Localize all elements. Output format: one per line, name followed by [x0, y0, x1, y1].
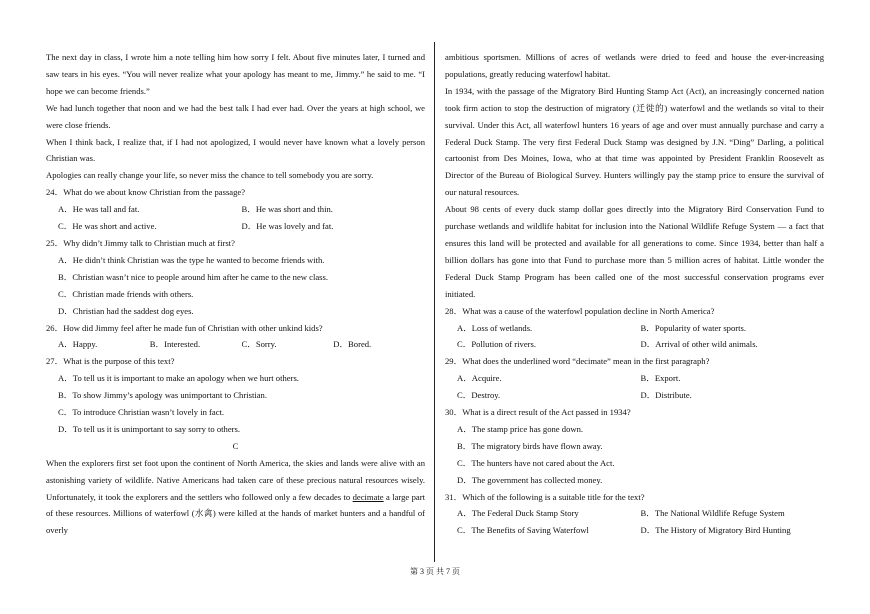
paragraph: The next day in class, I wrote him a note telling him how sorry I felt. About five minutes later, I turned and saw tears in his eyes. “You will never realize what your apology has meant to me, Jimmy.” he said to me. “I hope we can become friends.” [46, 52, 425, 96]
option: C．To introduce Christian wasn’t lovely in fact. [58, 407, 225, 418]
option: D．Bored. [333, 339, 372, 350]
option: A．The Federal Duck Stamp Story [457, 508, 579, 519]
option: B．Christian wasn’t nice to people around him after he came to the new class. [58, 271, 328, 282]
option: B．Popularity of water sports. [640, 322, 747, 333]
question-29-options [445, 370, 824, 404]
paragraph: Apologies can really change your life, so never miss the chance to tell somebody you are sorry. [46, 170, 374, 181]
right-column [445, 49, 824, 539]
option: A．Loss of wetlands. [457, 322, 533, 333]
question-26-stem: 26．How did Jimmy feel after he made fun of Christian with other unkind kids? [46, 322, 323, 333]
option: A．He was tall and fat. [58, 204, 140, 215]
option: A．He didn’t think Christian was the type he wanted to become friends with. [58, 254, 325, 265]
option: C．Destroy. [457, 390, 501, 401]
option: D．Arrival of other wild animals. [640, 339, 758, 350]
option: D．To tell us it is unimportant to say sorry to others. [58, 423, 240, 434]
question-31-stem: 31．Which of the following is a suitable title for the text? [445, 491, 645, 502]
question-24-stem: 24．What do we about know Christian from the passage? [46, 187, 246, 198]
paragraph: ambitious sportsmen. Millions of acres of wetlands were dried to feed and house the ever-increasing populations, greatly reducing waterfowl habitat. [445, 52, 824, 79]
option: C．Christian made friends with others. [58, 288, 194, 299]
text-run: When the explorers first set foot upon the continent of North America, the skies and lands were alive with an astonishing variety of wildlife. Native Americans had taken care of these precious natural resources wisely. Unfortunately, it took the explorers and the settlers who followed only a few decades to [46, 457, 425, 502]
option: B．He was short and thin. [241, 204, 333, 215]
option: C．The Benefits of Saving Waterfowl [457, 525, 589, 536]
option: D．The History of Migratory Bird Hunting [640, 525, 791, 536]
option: A．To tell us it is important to make an apology when we hurt others. [58, 373, 299, 384]
question-31-options [445, 505, 824, 539]
question-30-stem: 30．What is a direct result of the Act passed in 1934? [445, 407, 631, 418]
question-28-stem: 28．What was a cause of the waterfowl population decline in North America? [445, 305, 715, 316]
option: D．Distribute. [640, 390, 692, 401]
option: C．Pollution of rivers. [457, 339, 537, 350]
option: D．Christian had the saddest dog eyes. [58, 305, 194, 316]
option: D．The government has collected money. [457, 474, 603, 485]
option: C．He was short and active. [58, 221, 157, 232]
option: D．He was lovely and fat. [241, 221, 334, 232]
option: B．Interested. [149, 339, 201, 350]
question-28-options [445, 320, 824, 354]
paragraph: About 98 cents of every duck stamp dollar goes directly into the Migratory Bird Conservation Fund to purchase wetlands and wildlife habitat for inclusion into the National Wildlife Refuge System — a fact that ensures this land will be protected and available for all generations to come. Since 1934, better than half a billion dollars has gone into that Fund to purchase more than 5 million acres of habitat. Little wonder the Federal Duck Stamp Program has been called one of the most successful conservation programs ever initiated. [445, 204, 824, 299]
question-30-options [445, 421, 824, 489]
column-divider [434, 42, 435, 562]
left-column [46, 49, 425, 539]
paragraph: We had lunch together that noon and we had the best talk I had ever had. Over the years at high school, we were close friends. [46, 102, 425, 130]
section-heading: C [232, 440, 239, 451]
option: A．Happy. [58, 339, 98, 350]
question-26-options [46, 336, 425, 353]
underlined-word: decimate [352, 491, 384, 502]
text-run: a large part of these resources. Millions of waterfowl (水禽) were killed at the hands of market hunters and a handful of overly [46, 491, 425, 536]
question-29-stem: 29．What does the underlined word “decimate” mean in the first paragraph? [445, 356, 710, 367]
question-25-options [46, 252, 425, 320]
paragraph [46, 455, 425, 540]
option: B．Export. [640, 373, 681, 384]
option: C．The hunters have not cared about the Act. [457, 457, 615, 468]
option: A．Acquire. [457, 373, 502, 384]
question-27-options [46, 370, 425, 438]
paragraph: In 1934, with the passage of the Migratory Bird Hunting Stamp Act (Act), an increasingly concerned nation took firm action to stop the destruction of migratory (迁徙的) waterfowl and the wetlands so vital to their survival. Under this Act, all waterfowl hunters 16 years of age and over must annually purchase and carry a Federal Duck Stamp. The very first Federal Duck Stamp was designed by J.N. “Ding” Darling, a political cartoonist from Des Moines, Iowa, who at that time was appointed by President Franklin Roosevelt as Director of the Bureau of Biological Survey. Hunters willingly pay the stamp price to ensure the survival of our natural resources. [445, 85, 824, 198]
option: B．The National Wildlife Refuge System [640, 508, 785, 519]
page-footer: 第 3 页 共 7 页 [410, 567, 460, 576]
question-25-stem: 25．Why didn’t Jimmy talk to Christian much at first? [46, 237, 235, 248]
question-27-stem: 27．What is the purpose of this text? [46, 356, 175, 367]
paragraph: When I think back, I realize that, if I had not apologized, I would never have known what a lovely person Christian was. [46, 136, 425, 164]
option: A．The stamp price has gone down. [457, 423, 584, 434]
option: B．The migratory birds have flown away. [457, 440, 603, 451]
option: B．To show Jimmy’s apology was unimportant to Christian. [58, 390, 267, 401]
option: C．Sorry. [241, 339, 277, 350]
question-24-options [46, 201, 425, 235]
